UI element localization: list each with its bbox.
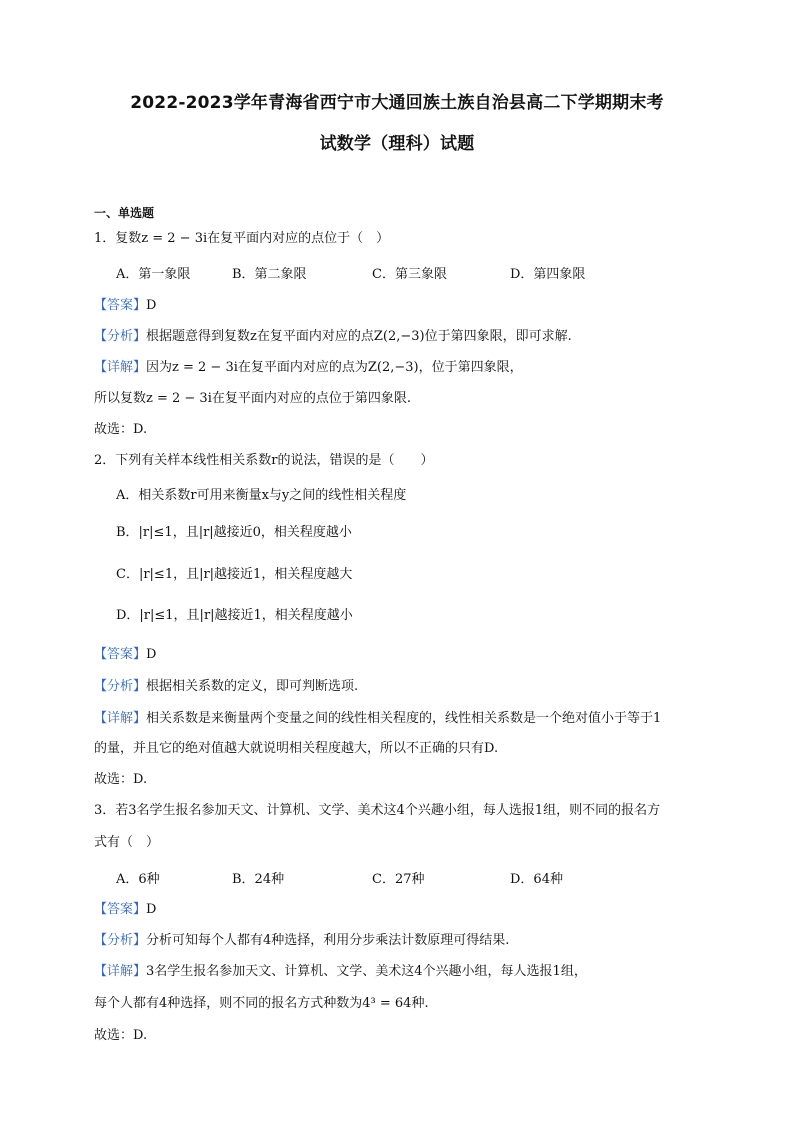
q3-analysis: 分析可知每个人都有4种选择，利用分步乘法计数原理可得结果.: [146, 933, 510, 948]
q1-answer: D: [146, 298, 157, 313]
analysis-label: 【分析】: [94, 933, 147, 948]
analysis-label: 【分析】: [94, 679, 147, 694]
section-heading: 一、单选题: [94, 206, 155, 220]
q2-option-a: A．相关系数r可用来衡量x与y之间的线性相关程度: [116, 488, 407, 503]
q3-detail-row: [94, 963, 714, 981]
q3-analysis-row: [94, 932, 714, 950]
answer-label: 【答案】: [94, 298, 147, 313]
q3-conclusion: 故选：D.: [94, 1028, 148, 1043]
q1-option-c: C．第三象限: [372, 267, 447, 282]
q2-detail-row: [94, 710, 714, 728]
q1-detail-1: 因为z = 2 − 3i在复平面内对应的点为Z(2,−3)，位于第四象限，: [146, 360, 523, 375]
q1-answer-row: [94, 297, 714, 315]
q3-option-b: B．24种: [232, 872, 285, 887]
q1-conclusion: 故选：D.: [94, 422, 148, 437]
q1-detail-2: 所以复数z = 2 − 3i在复平面内对应的点位于第四象限.: [94, 391, 411, 406]
detail-label: 【详解】: [94, 711, 147, 726]
q2-option-d: D．|r|≤1，且|r|越接近1，相关程度越小: [116, 608, 353, 623]
detail-label: 【详解】: [94, 964, 147, 979]
q2-analysis-row: [94, 678, 714, 696]
q3-stem-2: 式有（ ）: [94, 835, 160, 850]
document-title-line-2: 试数学（理科）试题: [319, 134, 475, 154]
q3-answer-row: [94, 901, 714, 919]
q2-detail-2: 的量，并且它的绝对值越大就说明相关程度越大，所以不正确的只有D.: [94, 741, 499, 756]
document-title-line-1: 2022-2023学年青海省西宁市大通回族土族自治县高二下学期期末考: [130, 93, 664, 113]
q1-option-b: B．第二象限: [232, 267, 307, 282]
q3-option-d: D．64种: [510, 872, 563, 887]
q3-option-c: C．27种: [372, 872, 425, 887]
q1-option-a: A．第一象限: [116, 267, 191, 282]
q2-stem: 2．下列有关样本线性相关系数r的说法，错误的是（ ）: [94, 453, 434, 468]
analysis-label: 【分析】: [94, 329, 147, 344]
q1-analysis-row: [94, 328, 714, 346]
q1-detail-row: [94, 359, 714, 377]
q1-option-d: D．第四象限: [510, 267, 586, 282]
q2-detail-1: 相关系数是来衡量两个变量之间的线性相关程度的，线性相关系数是一个绝对值小于等于1: [146, 711, 662, 726]
detail-label: 【详解】: [94, 360, 147, 375]
answer-label: 【答案】: [94, 647, 147, 662]
q3-answer: D: [146, 902, 157, 917]
q2-answer-row: [94, 646, 714, 664]
q1-analysis: 根据题意得到复数z在复平面内对应的点Z(2,−3)位于第四象限，即可求解.: [146, 329, 572, 344]
q3-option-a: A．6种: [116, 872, 160, 887]
q2-option-b: B．|r|≤1，且|r|越接近0，相关程度越小: [116, 525, 352, 540]
q3-detail-1: 3名学生报名参加天文、计算机、文学、美术这4个兴趣小组，每人选报1组，: [146, 964, 587, 979]
q2-analysis: 根据相关系数的定义，即可判断选项.: [146, 679, 359, 694]
q1-stem: 1．复数z = 2 − 3i在复平面内对应的点位于（ ）: [94, 231, 390, 246]
q2-answer: D: [146, 647, 157, 662]
answer-label: 【答案】: [94, 902, 147, 917]
q3-stem-1: 3．若3名学生报名参加天文、计算机、文学、美术这4个兴趣小组，每人选报1组，则不同的报名方: [94, 803, 661, 818]
q3-detail-2: 每个人都有4种选择，则不同的报名方式种数为4³ = 64种.: [94, 996, 429, 1011]
q2-conclusion: 故选：D.: [94, 772, 148, 787]
q2-option-c: C．|r|≤1，且|r|越接近1，相关程度越大: [116, 567, 353, 582]
